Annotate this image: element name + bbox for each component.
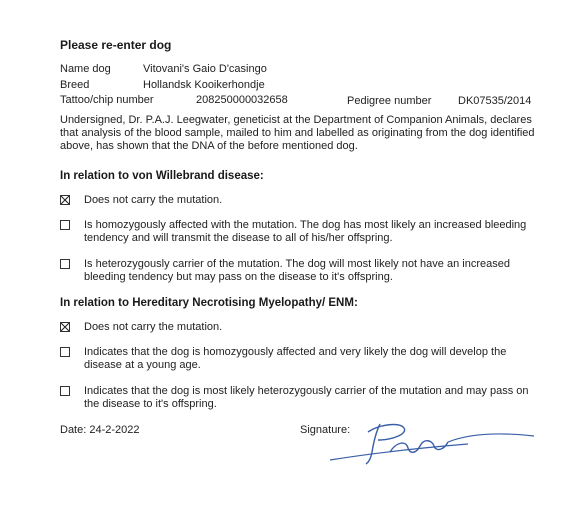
unchecked-box-icon bbox=[60, 220, 70, 230]
breed-value: Hollandsk Kooikerhondje bbox=[143, 79, 265, 91]
checked-box-icon bbox=[60, 195, 70, 205]
signature-scribble-icon bbox=[328, 418, 538, 466]
breed-label: Breed bbox=[60, 79, 90, 91]
page-title: Please re-enter dog bbox=[60, 38, 172, 52]
enm-option-heterozygous bbox=[60, 386, 550, 416]
checked-box-icon bbox=[60, 322, 70, 332]
vwd-option-heterozygous bbox=[60, 259, 550, 289]
unchecked-box-icon bbox=[60, 347, 70, 357]
enm-option-homozygous bbox=[60, 347, 550, 377]
option-text: Does not carry the mutation. bbox=[84, 321, 223, 333]
chip-value: 208250000032658 bbox=[196, 94, 288, 106]
unchecked-box-icon bbox=[60, 259, 70, 269]
chip-label: Tattoo/chip number bbox=[60, 94, 154, 106]
name-label: Name dog bbox=[60, 63, 111, 75]
pedigree-value: DK07535/2014 bbox=[458, 95, 532, 107]
option-text: Is heterozygously carrier of the mutation. The dog will most likely not have an increased bleeding tendency but may pass on the disease to it's offspring. bbox=[84, 258, 510, 283]
option-text: Indicates that the dog is homozygously affected and very likely the dog will develop the disease at a young age. bbox=[84, 346, 507, 371]
option-text: Does not carry the mutation. bbox=[84, 194, 223, 206]
vwd-heading: In relation to von Willebrand disease: bbox=[60, 170, 264, 182]
date-text: Date: 24-2-2022 bbox=[60, 424, 140, 436]
pedigree-label: Pedigree number bbox=[347, 95, 432, 107]
option-text: Is homozygously affected with the mutation. The dog has most likely an increased bleeding tendency and will transmit the disease to all of his/her offspring. bbox=[84, 219, 527, 244]
name-value: Vitovani's Gaio D'casingo bbox=[143, 63, 267, 75]
unchecked-box-icon bbox=[60, 386, 70, 396]
vwd-option-homozygous bbox=[60, 220, 550, 250]
declaration-paragraph: Undersigned, Dr. P.A.J. Leegwater, geneticist at the Department of Companion Animals, declares that analysis of the blood sample, mailed to him and labelled as originating from the dog identified above, has shown that the DNA of the before mentioned dog. bbox=[60, 114, 535, 152]
enm-heading: In relation to Hereditary Necrotising Myelopathy/ ENM: bbox=[60, 297, 358, 309]
option-text: Indicates that the dog is most likely heterozygously carrier of the mutation and may pass on the disease to it's offspring. bbox=[84, 385, 529, 410]
signature-label: Signature: bbox=[300, 424, 351, 436]
